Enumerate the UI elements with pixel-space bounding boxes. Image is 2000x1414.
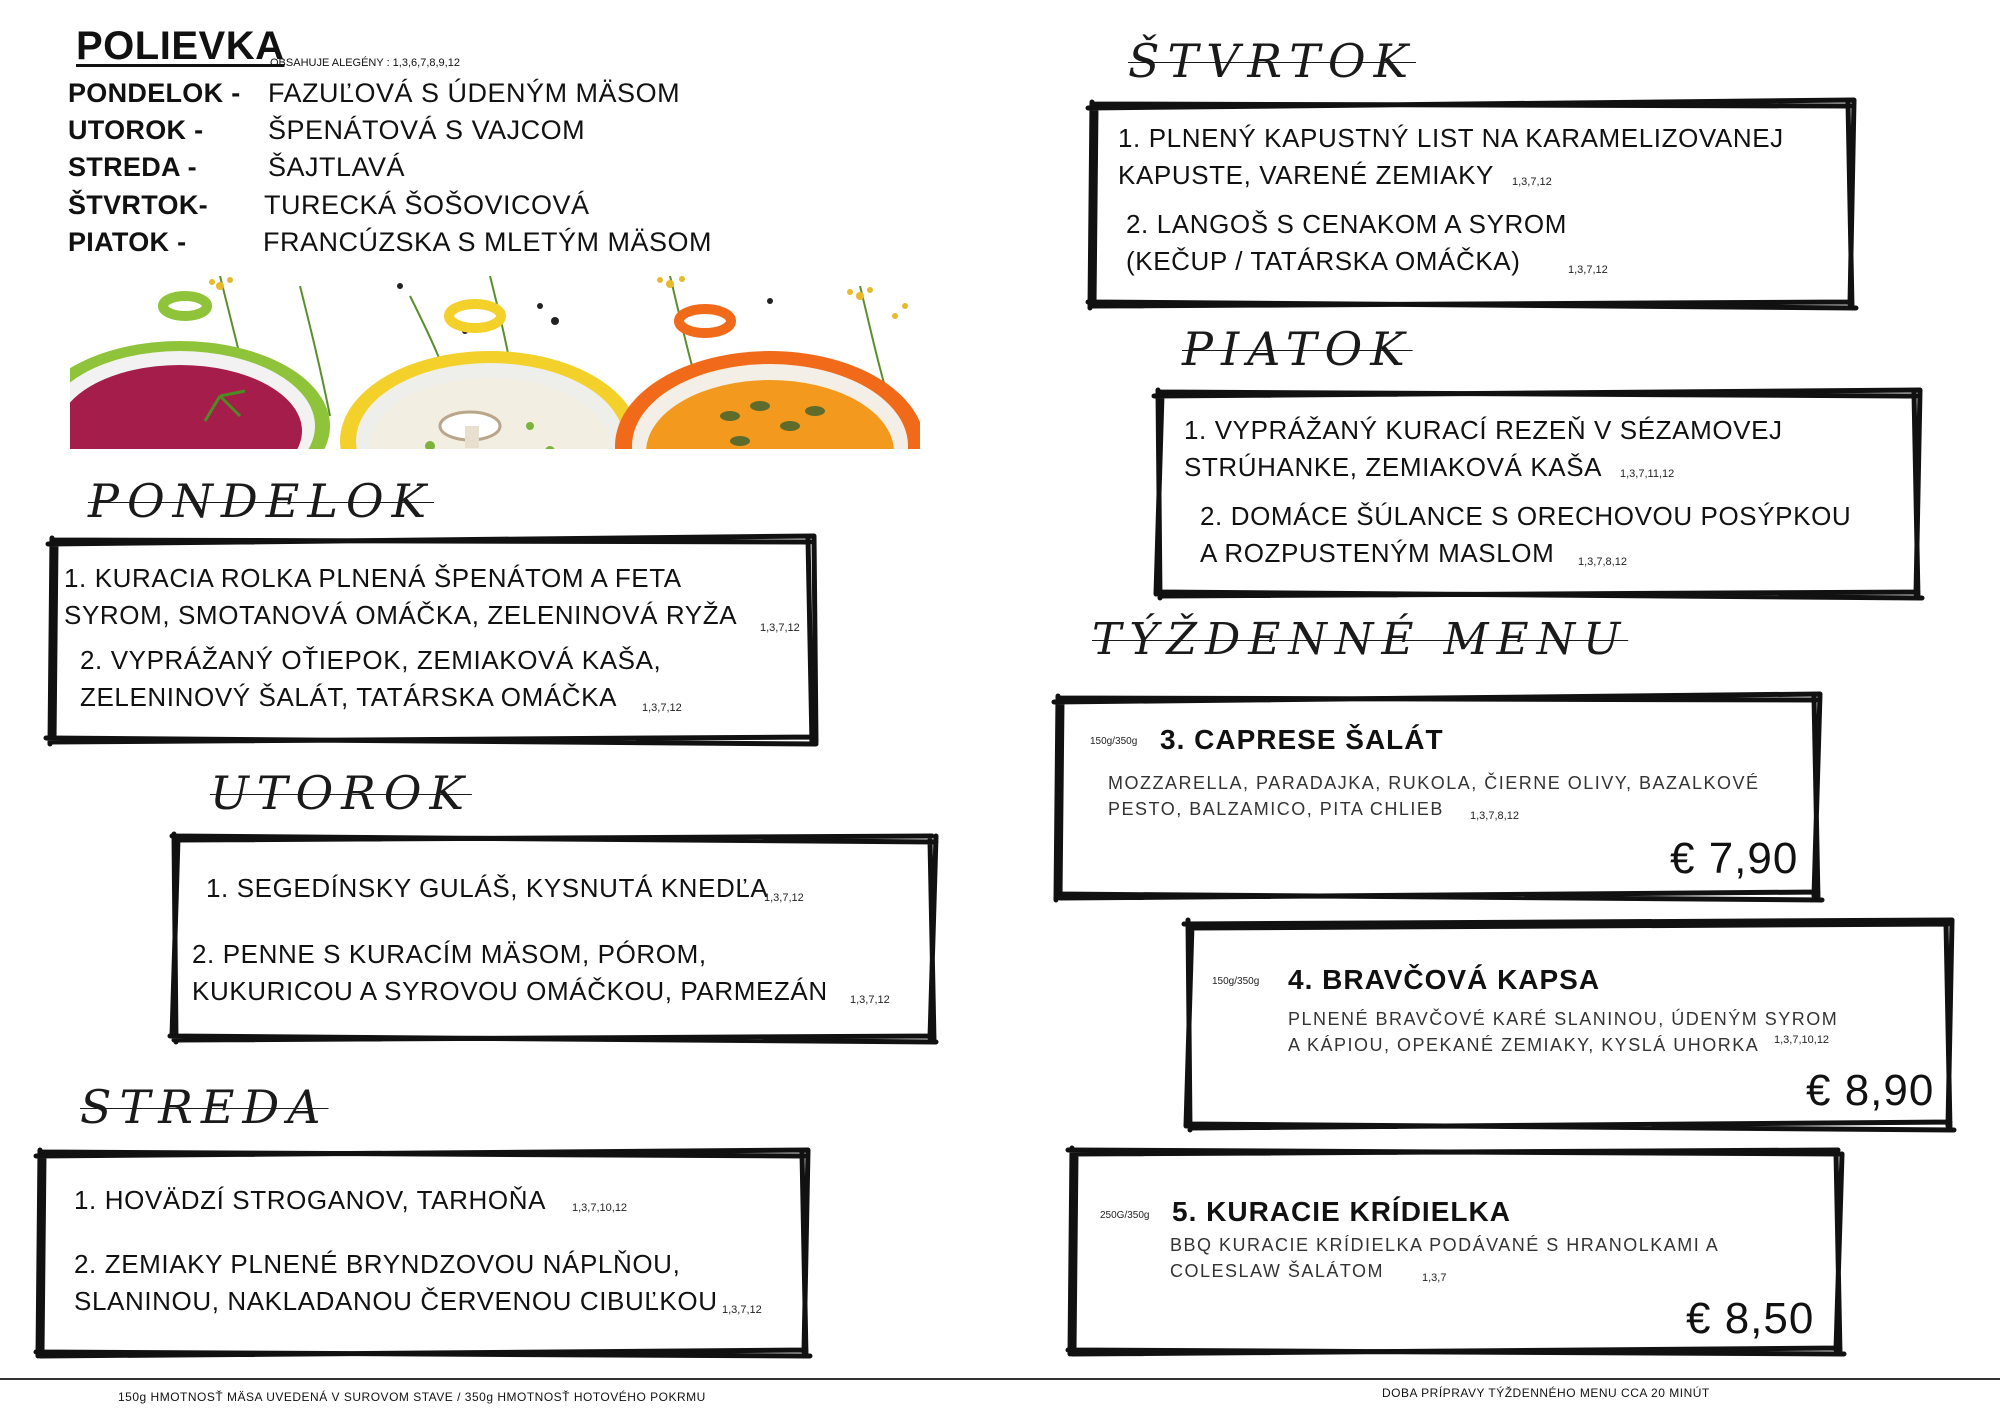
- soup-row: [68, 227, 713, 258]
- footer-divider: [0, 1378, 2000, 1380]
- weekly-item-desc: A KÁPIOU, OPEKANÉ ZEMIAKY, KYSLÁ UHORKA: [1288, 1035, 1760, 1055]
- dish-line: A ROZPUSTENÝM MASLOM: [1200, 538, 1555, 568]
- weekly-item-name: 3. CAPRESE ŠALÁT: [1160, 724, 1444, 755]
- footer-weight-note: 150g HMOTNOSŤ MÄSA UVEDENÁ V SUROVOM STAVE / 350g HMOTNOSŤ HOTOVÉHO POKRMU: [118, 1390, 706, 1404]
- weekly-item-caprese: [1050, 688, 1824, 906]
- dish-line: 2. PENNE S KURACÍM MÄSOM, PÓROM,: [192, 939, 707, 969]
- heading-wednesday: STREDA: [80, 1080, 329, 1134]
- dish-line: 1. KURACIA ROLKA PLNENÁ ŠPENÁTOM A FETA: [64, 563, 682, 593]
- dish-line: KUKURICOU A SYROVOU OMÁČKOU, PARMEZÁN: [192, 976, 828, 1006]
- soup-row: [68, 152, 406, 183]
- soup-bowls-illustration: [70, 276, 920, 449]
- dish-line: SLANINOU, NAKLADANOU ČERVENOU CIBUĽKOU: [74, 1286, 718, 1316]
- allergen-codes: 1,3,7,12: [850, 994, 890, 1006]
- heading-monday: PONDELOK: [88, 474, 434, 528]
- dish-line: 2. DOMÁCE ŠÚLANCE S ORECHOVOU POSÝPKOU: [1200, 501, 1852, 531]
- dish-line: SYROM, SMOTANOVÁ OMÁČKA, ZELENINOVÁ RYŽA: [64, 600, 738, 630]
- portion-weight: 150g/350g: [1090, 736, 1138, 747]
- weekly-item-desc: BBQ KURACIE KRÍDIELKA PODÁVANÉ S HRANOLKAMI A: [1170, 1235, 1720, 1255]
- dish-line: 1. PLNENÝ KAPUSTNÝ LIST NA KARAMELIZOVANEJ: [1118, 123, 1784, 153]
- allergen-codes: 1,3,7,12: [1568, 264, 1608, 276]
- soup-day: PIATOK -: [68, 227, 187, 257]
- heading-thursday: ŠTVRTOK: [1128, 34, 1416, 88]
- allergen-codes: 1,3,7,10,12: [1774, 1034, 1830, 1046]
- allergen-codes: 1,3,7,12: [722, 1304, 762, 1316]
- soup-title: POLIEVKA: [76, 24, 285, 68]
- weekly-item-desc: MOZZARELLA, PARADAJKA, RUKOLA, ČIERNE OLIVY, BAZALKOVÉ: [1108, 773, 1760, 793]
- soup-day: PONDELOK -: [68, 78, 241, 108]
- weekly-item-name: 5. KURACIE KRÍDIELKA: [1172, 1196, 1511, 1227]
- weekly-item-pork: [1180, 914, 1956, 1136]
- thursday-menu-box: [1084, 94, 1858, 312]
- heading-weekly-menu: TÝŽDENNÉ MENU: [1092, 614, 1629, 665]
- weekly-item-desc: PESTO, BALZAMICO, PITA CHLIEB: [1108, 799, 1444, 819]
- soup-day: ŠTVRTOK-: [68, 190, 208, 220]
- soup-allergens: OBSAHUJE ALEGÉNY : 1,3,6,7,8,9,12: [270, 57, 460, 69]
- soup-name: FAZUĽOVÁ S ÚDENÝM MÄSOM: [268, 78, 681, 108]
- allergen-codes: 1,3,7,12: [1512, 176, 1552, 188]
- weekly-item-price: € 8,90: [1806, 1066, 1935, 1115]
- allergen-codes: 1,3,7,8,12: [1470, 810, 1519, 822]
- allergen-codes: 1,3,7,10,12: [572, 1202, 628, 1214]
- allergen-codes: 1,3,7,11,12: [1620, 468, 1675, 480]
- soup-day: STREDA -: [68, 152, 197, 182]
- dish-line: 1. SEGEDÍNSKY GULÁŠ, KYSNUTÁ KNEDĽA: [206, 873, 769, 903]
- dish-line: 1. VYPRÁŽANÝ KURACÍ REZEŇ V SÉZAMOVEJ: [1184, 415, 1783, 445]
- soup-row: [68, 78, 681, 109]
- weekly-item-wings: [1064, 1142, 1846, 1362]
- monday-menu-box: [44, 532, 818, 748]
- soup-name: ŠPENÁTOVÁ S VAJCOM: [268, 115, 586, 145]
- portion-weight: 250G/350g: [1100, 1210, 1150, 1221]
- weekly-item-desc: COLESLAW ŠALÁTOM: [1170, 1261, 1385, 1281]
- footer-prep-time-note: DOBA PRÍPRAVY TÝŽDENNÉHO MENU CCA 20 MINÚT: [1382, 1386, 1710, 1400]
- allergen-codes: 1,3,7,12: [760, 622, 800, 634]
- dish-line: 1. HOVÄDZÍ STROGANOV, TARHOŇA: [74, 1185, 547, 1215]
- portion-weight: 150g/350g: [1212, 976, 1260, 987]
- dish-line: (KEČUP / TATÁRSKA OMÁČKA): [1126, 246, 1521, 276]
- heading-tuesday: UTOROK: [210, 766, 472, 820]
- wednesday-menu-box: [32, 1142, 812, 1362]
- soup-row: [68, 190, 590, 221]
- dish-line: 2. ZEMIAKY PLNENÉ BRYNDZOVOU NÁPLŇOU,: [74, 1249, 681, 1279]
- dish-line: ZELENINOVÝ ŠALÁT, TATÁRSKA OMÁČKA: [80, 682, 618, 712]
- allergen-codes: 1,3,7: [1422, 1272, 1447, 1284]
- soup-row: [68, 115, 586, 146]
- weekly-item-price: € 8,50: [1686, 1294, 1815, 1343]
- dish-line: STRÚHANKE, ZEMIAKOVÁ KAŠA: [1184, 452, 1603, 482]
- soup-day: UTOROK -: [68, 115, 204, 145]
- soup-photo: [70, 276, 920, 449]
- soup-name: FRANCÚZSKA S MLETÝM MÄSOM: [263, 227, 713, 257]
- soup-name: ŠAJTLAVÁ: [268, 152, 406, 182]
- weekly-item-price: € 7,90: [1670, 834, 1799, 883]
- weekly-item-name: 4. BRAVČOVÁ KAPSA: [1288, 964, 1601, 995]
- dish-line: 2. LANGOŠ S CENAKOM A SYROM: [1126, 209, 1567, 239]
- allergen-codes: 1,3,7,8,12: [1578, 556, 1627, 568]
- friday-menu-box: [1150, 384, 1924, 602]
- allergen-codes: 1,3,7,12: [642, 702, 682, 714]
- tuesday-menu-box: [166, 828, 940, 1048]
- soup-name: TURECKÁ ŠOŠOVICOVÁ: [264, 190, 590, 220]
- dish-line: KAPUSTE, VARENÉ ZEMIAKY: [1118, 160, 1494, 190]
- dish-line: 2. VYPRÁŽANÝ OŤIEPOK, ZEMIAKOVÁ KAŠA,: [80, 645, 662, 675]
- allergen-codes: 1,3,7,12: [764, 892, 804, 904]
- weekly-item-desc: PLNENÉ BRAVČOVÉ KARÉ SLANINOU, ÚDENÝM SYROM: [1288, 1009, 1839, 1029]
- heading-friday: PIATOK: [1182, 322, 1413, 376]
